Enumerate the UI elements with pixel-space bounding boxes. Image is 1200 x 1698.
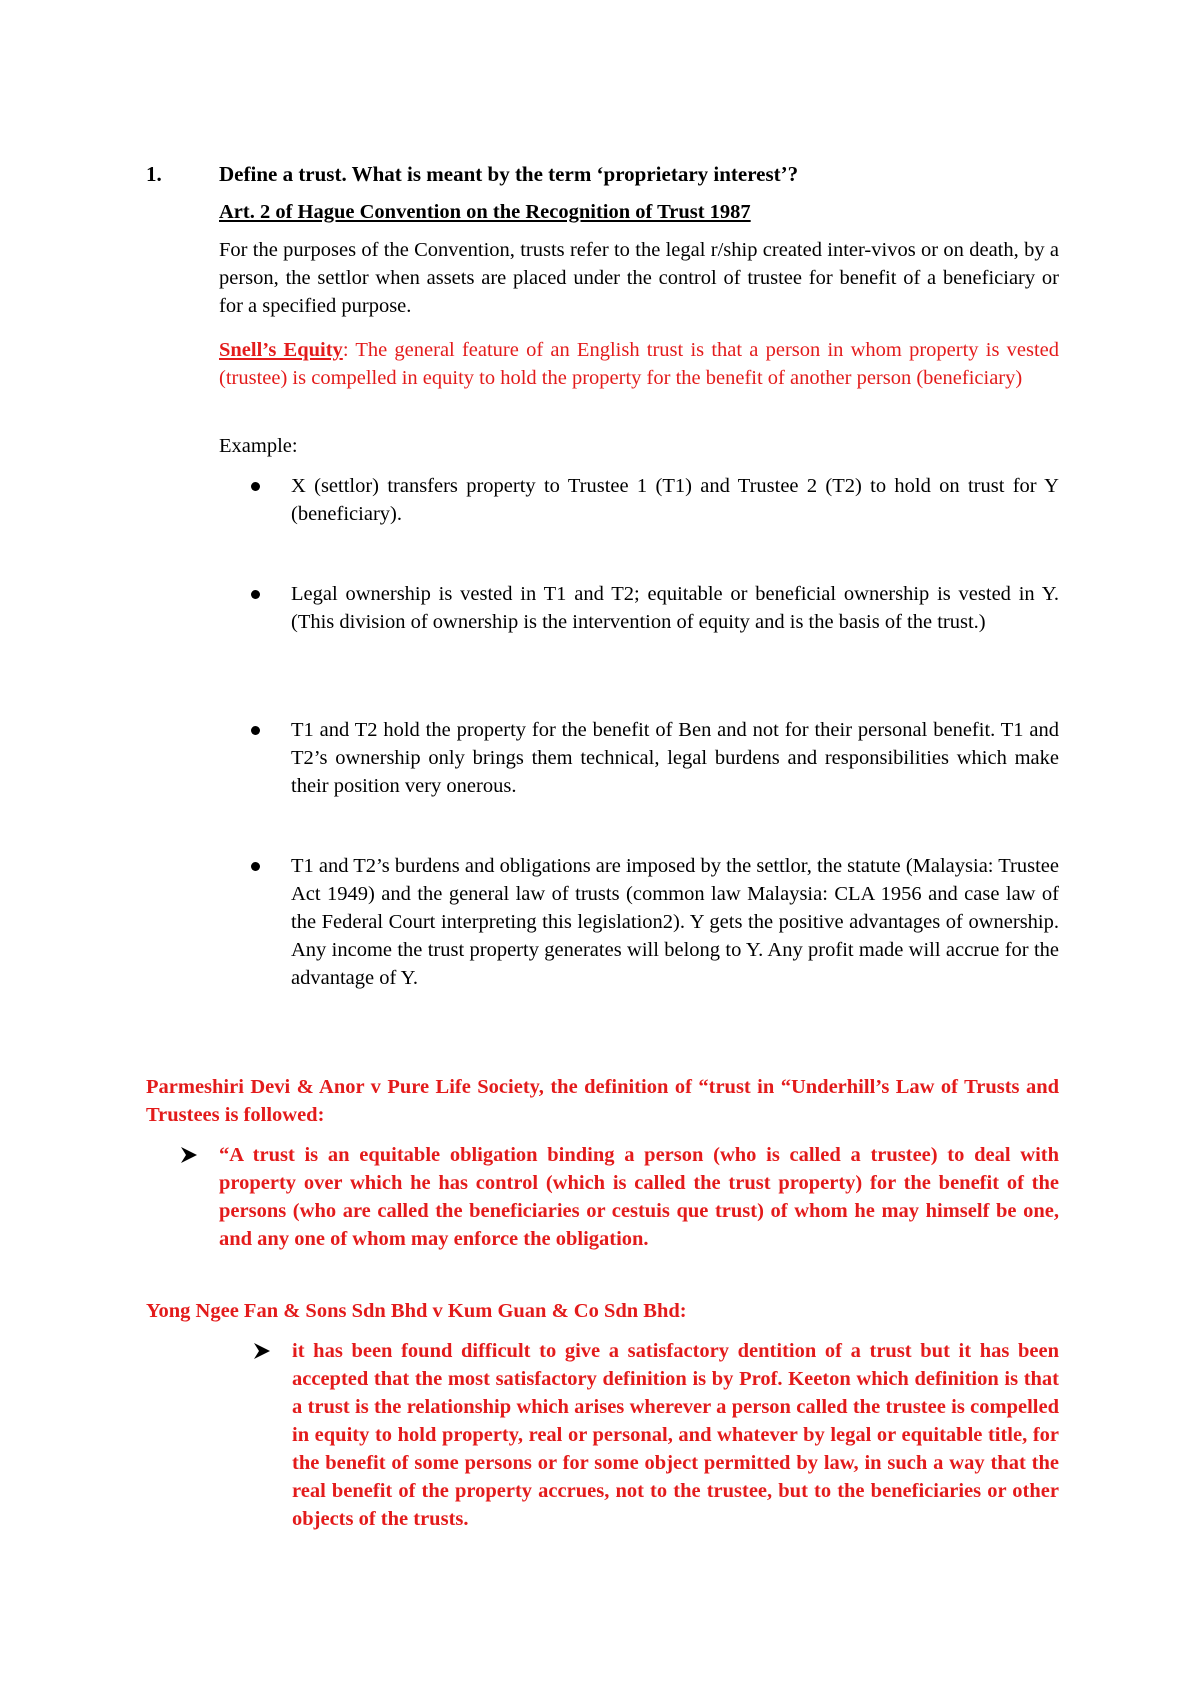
list-item-text: T1 and T2 hold the property for the benefit of Ben and not for their personal benefit. T1 and T2’s ownership only brings them technical, legal burdens and responsibilities which make their position very onerous. xyxy=(291,719,1059,797)
arrow-bullet-icon xyxy=(252,1341,272,1361)
parmeshiri-case-title: Parmeshiri Devi & Anor v Pure Life Society, the definition of “trust in “Underhill’s Law of Trusts and Trustees is followed: xyxy=(146,1076,1059,1126)
bullet-dot-icon xyxy=(251,482,260,491)
list-item-text: T1 and T2’s burdens and obligations are imposed by the settlor, the statute (Malaysia: Trustee Act 1949) and the general law of trusts (common law Malaysia: CLA 1956 and case law of the Federal Court interpreting this legislation2). Y gets the positive advantages of ownership. Any income the trust property generates will belong to Y. Any profit made will accrue for the advantage of Y. xyxy=(291,855,1059,989)
snell-paragraph xyxy=(219,336,1059,392)
hague-body: For the purposes of the Convention, trusts refer to the legal r/ship created inter-vivos or on death, by a person, the settlor when assets are placed under the control of trustee for benefit of a beneficiary or for a specified purpose. xyxy=(219,239,1059,317)
arrow-bullet-icon xyxy=(179,1145,199,1165)
yong-quote-item xyxy=(292,1337,1059,1533)
yong-case-title: Yong Ngee Fan & Sons Sdn Bhd v Kum Guan & Co Sdn Bhd: xyxy=(146,1300,687,1322)
list-item-text: Legal ownership is vested in T1 and T2; equitable or beneficial ownership is vested in Y. (This division of ownership is the intervention of equity and is the basis of the trust.) xyxy=(291,583,1059,633)
snell-label: Snell’s Equity xyxy=(219,339,343,361)
hague-heading: Art. 2 of Hague Convention on the Recognition of Trust 1987 xyxy=(219,201,751,223)
snell-body: : The general feature of an English trust is that a person in whom property is vested (trustee) is compelled in equity to hold the property for the benefit of another person (beneficiary) xyxy=(219,339,1060,389)
question-text: Define a trust. What is meant by the term ‘proprietary interest’? xyxy=(219,162,799,186)
bullet-dot-icon xyxy=(251,726,260,735)
bullet-dot-icon xyxy=(251,590,260,599)
yong-quote-text: it has been found difficult to give a satisfactory dentition of a trust but it has been accepted that the most satisfactory definition is by Prof. Keeton which definition is that a trust is the relationship which arises wherever a person called the trustee is compelled in equity to hold property, real or personal, and whatever by legal or equitable title, for the benefit of some persons or for some object permitted by law, in such a way that the real benefit of the property accrues, not to the trustee, but to the beneficiaries or other objects of the trusts. xyxy=(292,1340,1059,1530)
parmeshiri-quote-text: “A trust is an equitable obligation binding a person (who is called a trustee) to deal with property over which he has control (which is called the trust property) for the benefit of the persons (who are called the beneficiaries or cestuis que trust) of whom he may himself be one, and any one of whom may enforce the obligation. xyxy=(219,1144,1059,1250)
list-item-text: X (settlor) transfers property to Trustee 1 (T1) and Trustee 2 (T2) to hold on trust for Y (beneficiary). xyxy=(291,475,1059,525)
example-label: Example: xyxy=(219,435,298,457)
bullet-dot-icon xyxy=(251,862,260,871)
question-number: 1. xyxy=(146,162,162,186)
parmeshiri-quote-item xyxy=(219,1141,1059,1253)
